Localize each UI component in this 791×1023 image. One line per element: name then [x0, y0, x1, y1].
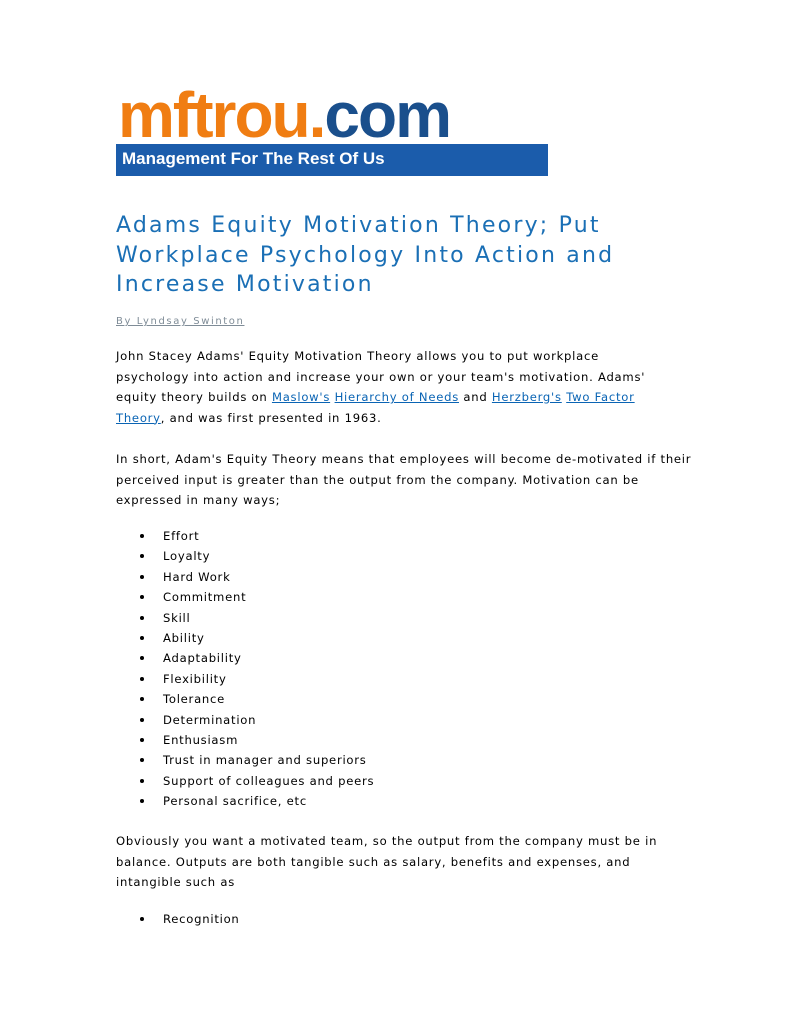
logo-text-mftrou: mftrou — [118, 90, 309, 144]
bullet-icon — [140, 917, 144, 921]
list-item — [116, 587, 374, 607]
list-item-label: Skill — [163, 610, 191, 625]
bullet-icon — [140, 534, 144, 538]
list-item — [116, 750, 374, 770]
list-item — [116, 791, 374, 811]
list-item-label: Flexibility — [163, 671, 227, 686]
list-item — [116, 567, 374, 587]
bullet-icon — [140, 738, 144, 742]
bullet-icon — [140, 718, 144, 722]
bullet-icon — [140, 616, 144, 620]
list-item — [116, 771, 374, 791]
logo-text-com: com — [324, 90, 450, 144]
site-logo[interactable] — [116, 90, 548, 176]
author-byline-link[interactable]: By Lyndsay Swinton — [116, 316, 245, 327]
intro-text-1: John Stacey Adams' Equity Motivation Theory allows you to put workplace psychology into action and increase your own or your team's motivation. Adams' equity theory builds on — [116, 349, 646, 404]
bullet-icon — [140, 779, 144, 783]
summary-paragraph: In short, Adam's Equity Theory means that employees will become de-motivated if their perceived input is greater than the output from the company. Motivation can be expressed in many ways; — [116, 452, 692, 507]
maslow-link[interactable]: Maslow's — [271, 390, 331, 404]
list-item-label: Hard Work — [163, 569, 231, 584]
bullet-icon — [140, 656, 144, 660]
bullet-icon — [140, 595, 144, 599]
logo-wordmark — [116, 90, 548, 144]
two-factor-theory-link[interactable]: Two Factor Theory — [116, 390, 635, 425]
list-item-label: Support of colleagues and peers — [163, 773, 375, 788]
list-item-label: Personal sacrifice, etc — [163, 794, 307, 809]
list-item-label: Trust in manager and superiors — [163, 753, 367, 768]
outputs-list — [116, 909, 240, 929]
list-item-label: Enthusiasm — [163, 733, 239, 748]
list-item — [116, 730, 374, 750]
bullet-icon — [140, 758, 144, 762]
list-item-label: Adaptability — [163, 651, 242, 666]
list-item — [116, 689, 374, 709]
list-item-label: Determination — [163, 712, 257, 727]
list-item — [116, 526, 374, 546]
list-item-label: Recognition — [163, 912, 240, 926]
list-item-label: Effort — [163, 529, 200, 543]
bullet-icon — [140, 677, 144, 681]
bullet-icon — [140, 575, 144, 579]
herzberg-link[interactable]: Herzberg's — [491, 390, 562, 404]
hierarchy-of-needs-link[interactable]: Hierarchy of Needs — [334, 390, 459, 404]
list-item — [116, 669, 374, 689]
bullet-icon — [140, 636, 144, 640]
logo-tagline: Management For The Rest Of Us — [122, 149, 385, 168]
list-item-label: Tolerance — [163, 692, 226, 707]
intro-text-3: , and was first presented in 1963. — [160, 410, 382, 425]
list-item-label: Commitment — [163, 590, 247, 605]
list-item — [116, 710, 374, 730]
intro-text-2: and — [458, 390, 492, 404]
list-item — [116, 648, 374, 668]
list-item — [116, 628, 374, 648]
list-item-label: Loyalty — [163, 549, 211, 564]
article-title: Adams Equity Motivation Theory; Put Workplace Psychology Into Action and Increase Motivation — [116, 213, 615, 297]
list-item — [116, 608, 374, 628]
outputs-paragraph: Obviously you want a motivated team, so the output from the company must be in balance. Outputs are both tangible such as salary, benefits and expenses, and intangible such as — [116, 834, 658, 889]
bullet-icon — [140, 554, 144, 558]
logo-tagline-bar — [116, 144, 548, 176]
bullet-icon — [140, 697, 144, 701]
logo-text-dot: . — [308, 90, 325, 144]
intro-paragraph — [116, 346, 656, 428]
list-item-label: Ability — [163, 631, 205, 646]
list-item — [116, 546, 374, 566]
list-item — [116, 909, 240, 929]
bullet-icon — [140, 799, 144, 803]
inputs-list — [116, 526, 374, 812]
